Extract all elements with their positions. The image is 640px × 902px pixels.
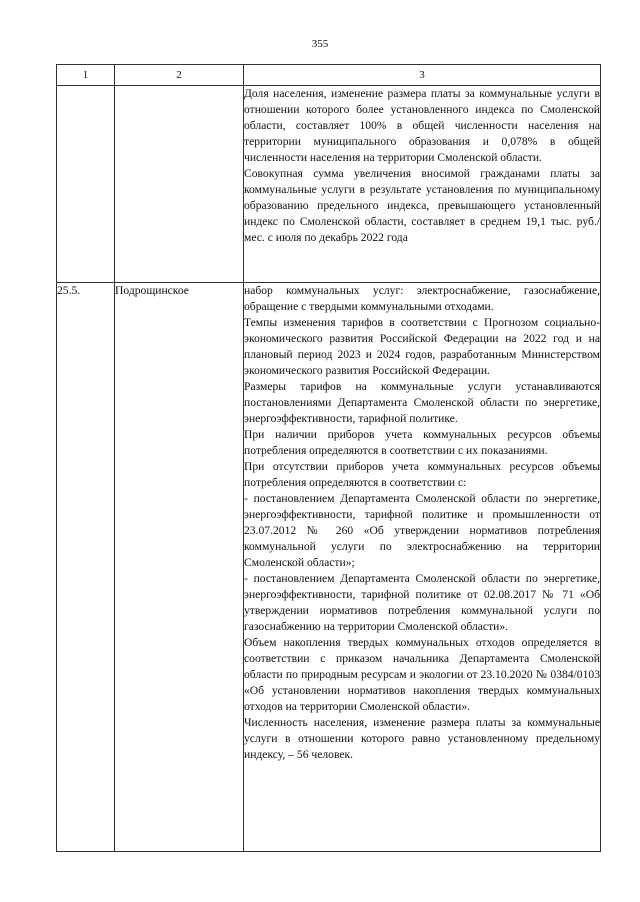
paragraph: - постановлением Департамента Смоленской области по энергетике, энергоэффективности, тарифной политике от 02.08.2017 № 71 «Об утверждении нормативов потребления коммунальной услуги по газоснабжению на территории Смоленской области».	[244, 572, 600, 633]
row-number-cell: 25.5.	[57, 283, 115, 852]
page-number: 355	[311, 38, 329, 50]
paragraph: Совокупная сумма увеличения вносимой гражданами платы за коммунальные услуги в результате установления по муниципальному образованию предельного индекса, превышающего установленный индекс по Смоленской области, составляет в среднем 19,1 тыс. руб./мес. с июля по декабрь 2022 года	[244, 167, 600, 244]
table-header-row	[57, 65, 601, 86]
row-number-cell	[57, 86, 115, 283]
paragraph: При отсутствии приборов учета коммунальных ресурсов объемы потребления определяются в соответствии с:	[244, 460, 600, 489]
column-header-1: 1	[57, 65, 115, 86]
paragraph: При наличии приборов учета коммунальных ресурсов объемы потребления определяются в соответствии с их показаниями.	[244, 428, 600, 457]
paragraph: Объем накопления твердых коммунальных отходов определяется в соответствии с приказом начальника Департамента Смоленской области по природным ресурсам и экологии от 23.10.2020 № 0384/0103 «Об установлении нормативов накопления твердых коммунальных отходов на территории Смоленской области».	[244, 636, 600, 713]
paragraph: набор коммунальных услуг: электроснабжение, газоснабжение, обращение с твердыми коммунальными отходами.	[244, 284, 600, 313]
column-header-2: 2	[115, 65, 244, 86]
paragraph: Численность населения, изменение размера платы за коммунальные услуги в отношении которого равно установленному предельному индексу, – 56 человек.	[244, 716, 600, 761]
paragraph: Доля населения, изменение размера платы за коммунальные услуги в отношении которого более установленного индекса по Смоленской области, составляет 100% в общей численности населения на территории муниципального образования и 0,078% в общей численности населения на территории Смоленской области.	[244, 87, 600, 164]
paragraph: Размеры тарифов на коммунальные услуги устанавливаются постановлениями Департамента Смоленской области по энергетике, энергоэффективности, тарифной политике.	[244, 380, 600, 425]
paragraph: Темпы изменения тарифов в соответствии с Прогнозом социально-экономического развития Российской Федерации на 2022 год и на плановый период 2023 и 2024 годов, разработанным Министерством экономического развития Российской Федерации.	[244, 316, 600, 377]
table-row	[57, 86, 601, 283]
description-cell	[244, 86, 601, 283]
column-header-3: 3	[244, 65, 601, 86]
table-row	[57, 283, 601, 852]
municipality-cell: Подрощинское	[115, 283, 244, 852]
document-table	[56, 64, 601, 852]
description-cell	[244, 283, 601, 852]
municipality-cell	[115, 86, 244, 283]
paragraph: - постановлением Департамента Смоленской области по энергетике, энергоэффективности, тарифной политике и промышленности от 23.07.2012 № 260 «Об утверждении нормативов потребления коммунальной услуги по электроснабжению на территории Смоленской области»;	[244, 492, 600, 569]
